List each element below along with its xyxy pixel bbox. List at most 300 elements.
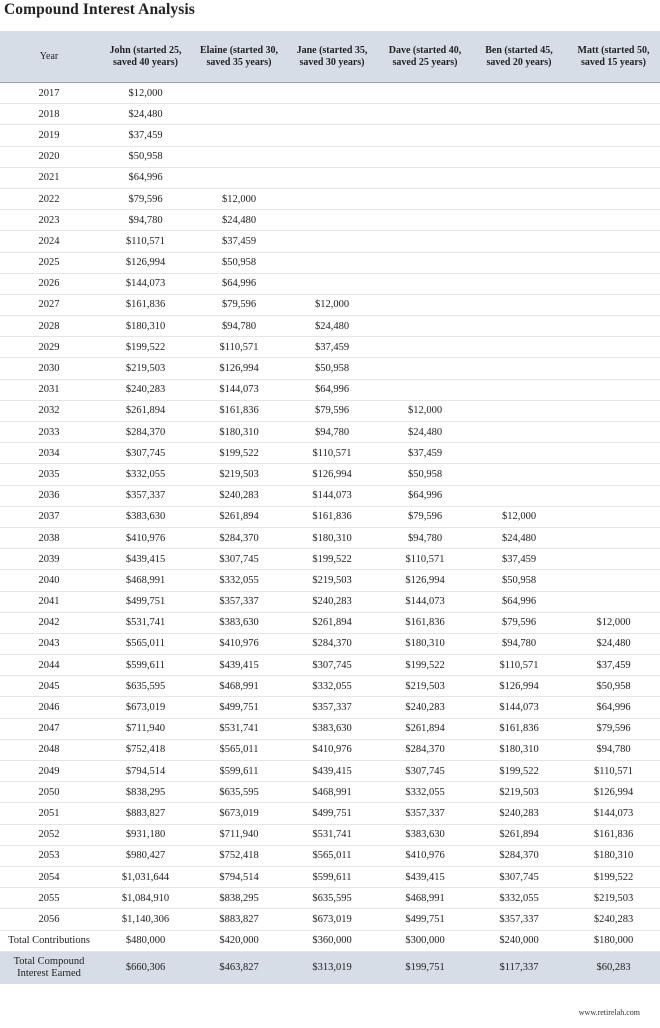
balance-cell xyxy=(471,210,567,231)
balance-cell: $79,596 xyxy=(193,294,285,315)
balance-cell: $161,836 xyxy=(193,400,285,421)
balance-cell: $883,827 xyxy=(193,909,285,930)
year-cell: 2017 xyxy=(0,83,98,104)
balance-cell xyxy=(567,379,660,400)
year-cell: 2024 xyxy=(0,231,98,252)
balance-cell: $565,011 xyxy=(98,633,193,654)
balance-cell: $284,370 xyxy=(193,527,285,548)
balance-cell: $261,894 xyxy=(379,718,471,739)
balance-cell: $307,745 xyxy=(471,866,567,887)
balance-cell xyxy=(471,252,567,273)
header-year: Year xyxy=(0,31,98,83)
balance-cell xyxy=(193,125,285,146)
balance-cell xyxy=(471,83,567,104)
balance-cell: $931,180 xyxy=(98,824,193,845)
table-row xyxy=(0,400,660,421)
balance-cell: $439,415 xyxy=(285,761,379,782)
balance-cell: $64,996 xyxy=(471,591,567,612)
balance-cell: $94,780 xyxy=(379,527,471,548)
balance-cell: $144,073 xyxy=(567,803,660,824)
balance-cell xyxy=(285,231,379,252)
balance-cell: $94,780 xyxy=(567,739,660,760)
table-row xyxy=(0,761,660,782)
table-row xyxy=(0,83,660,104)
balance-cell: $126,994 xyxy=(379,570,471,591)
balance-cell xyxy=(471,273,567,294)
balance-cell: $980,427 xyxy=(98,845,193,866)
year-cell: 2045 xyxy=(0,676,98,697)
balance-cell: $332,055 xyxy=(285,676,379,697)
balance-cell: $50,958 xyxy=(98,146,193,167)
total-interest-cell: $313,019 xyxy=(285,951,379,984)
balance-cell: $50,958 xyxy=(193,252,285,273)
balance-cell: $64,996 xyxy=(567,697,660,718)
balance-cell: $110,571 xyxy=(98,231,193,252)
balance-cell: $126,994 xyxy=(285,464,379,485)
balance-cell: $126,994 xyxy=(193,358,285,379)
balance-cell xyxy=(567,570,660,591)
balance-cell: $410,976 xyxy=(98,527,193,548)
total-interest-cell: $660,306 xyxy=(98,951,193,984)
balance-cell xyxy=(567,506,660,527)
table-row xyxy=(0,718,660,739)
balance-cell: $110,571 xyxy=(567,761,660,782)
table-row xyxy=(0,125,660,146)
balance-cell xyxy=(193,83,285,104)
table-row xyxy=(0,273,660,294)
table-row xyxy=(0,676,660,697)
total-interest-cell: $117,337 xyxy=(471,951,567,984)
balance-cell: $24,480 xyxy=(193,210,285,231)
balance-cell: $144,073 xyxy=(471,697,567,718)
balance-cell: $199,522 xyxy=(193,443,285,464)
balance-cell xyxy=(285,167,379,188)
table-row xyxy=(0,210,660,231)
year-cell: 2022 xyxy=(0,188,98,209)
balance-cell xyxy=(285,188,379,209)
table-row xyxy=(0,527,660,548)
balance-cell: $24,480 xyxy=(471,527,567,548)
balance-cell xyxy=(567,485,660,506)
balance-cell xyxy=(379,167,471,188)
balance-cell: $126,994 xyxy=(567,782,660,803)
balance-cell: $1,031,644 xyxy=(98,866,193,887)
balance-cell xyxy=(379,104,471,125)
balance-cell xyxy=(567,422,660,443)
balance-cell xyxy=(567,104,660,125)
balance-cell: $110,571 xyxy=(285,443,379,464)
balance-cell: $219,503 xyxy=(379,676,471,697)
table-row xyxy=(0,549,660,570)
balance-cell: $599,611 xyxy=(98,655,193,676)
year-cell: 2044 xyxy=(0,655,98,676)
balance-cell xyxy=(379,210,471,231)
balance-cell xyxy=(379,231,471,252)
year-cell: 2050 xyxy=(0,782,98,803)
compound-interest-table xyxy=(0,31,660,984)
balance-cell: $240,283 xyxy=(471,803,567,824)
balance-cell: $219,503 xyxy=(567,888,660,909)
balance-cell xyxy=(567,400,660,421)
balance-cell: $144,073 xyxy=(193,379,285,400)
balance-cell: $50,958 xyxy=(567,676,660,697)
balance-cell xyxy=(471,422,567,443)
balance-cell: $240,283 xyxy=(193,485,285,506)
balance-cell: $794,514 xyxy=(98,761,193,782)
balance-cell: $599,611 xyxy=(193,761,285,782)
table-row xyxy=(0,739,660,760)
balance-cell xyxy=(471,231,567,252)
balance-cell: $24,480 xyxy=(98,104,193,125)
balance-cell: $261,894 xyxy=(471,824,567,845)
balance-cell: $180,310 xyxy=(471,739,567,760)
balance-cell xyxy=(285,273,379,294)
balance-cell: $199,522 xyxy=(379,655,471,676)
balance-cell: $383,630 xyxy=(193,612,285,633)
table-row xyxy=(0,697,660,718)
balance-cell: $240,283 xyxy=(98,379,193,400)
year-cell: 2042 xyxy=(0,612,98,633)
balance-cell: $219,503 xyxy=(471,782,567,803)
year-cell: 2032 xyxy=(0,400,98,421)
table-row xyxy=(0,888,660,909)
total-contributions-cell: $240,000 xyxy=(471,930,567,951)
table-row xyxy=(0,146,660,167)
balance-cell: $838,295 xyxy=(98,782,193,803)
year-cell: 2026 xyxy=(0,273,98,294)
balance-cell xyxy=(567,83,660,104)
balance-cell: $79,596 xyxy=(379,506,471,527)
balance-cell: $180,310 xyxy=(193,422,285,443)
balance-cell: $94,780 xyxy=(285,422,379,443)
year-cell: 2048 xyxy=(0,739,98,760)
balance-cell xyxy=(471,358,567,379)
year-cell: 2041 xyxy=(0,591,98,612)
table-row xyxy=(0,866,660,887)
balance-cell: $79,596 xyxy=(471,612,567,633)
balance-cell: $752,418 xyxy=(193,845,285,866)
balance-cell xyxy=(567,591,660,612)
balance-cell xyxy=(567,231,660,252)
balance-cell: $468,991 xyxy=(379,888,471,909)
header-ben: Ben (started 45, saved 20 years) xyxy=(471,31,567,83)
table-row xyxy=(0,443,660,464)
balance-cell: $161,836 xyxy=(285,506,379,527)
balance-cell: $144,073 xyxy=(285,485,379,506)
balance-cell: $410,976 xyxy=(285,739,379,760)
balance-cell: $12,000 xyxy=(471,506,567,527)
total-contributions-cell: $420,000 xyxy=(193,930,285,951)
balance-cell: $565,011 xyxy=(193,739,285,760)
balance-cell: $110,571 xyxy=(471,655,567,676)
balance-cell: $357,337 xyxy=(193,591,285,612)
balance-cell xyxy=(193,167,285,188)
balance-cell xyxy=(193,146,285,167)
table-row xyxy=(0,167,660,188)
table-row xyxy=(0,337,660,358)
balance-cell: $711,940 xyxy=(98,718,193,739)
balance-cell: $468,991 xyxy=(193,676,285,697)
balance-cell xyxy=(285,210,379,231)
balance-cell xyxy=(193,104,285,125)
balance-cell: $126,994 xyxy=(98,252,193,273)
balance-cell xyxy=(285,146,379,167)
balance-cell xyxy=(379,252,471,273)
year-cell: 2023 xyxy=(0,210,98,231)
balance-cell xyxy=(285,83,379,104)
table-row xyxy=(0,803,660,824)
balance-cell: $12,000 xyxy=(567,612,660,633)
header-john: John (started 25, saved 40 years) xyxy=(98,31,193,83)
balance-cell xyxy=(379,358,471,379)
balance-cell: $37,459 xyxy=(193,231,285,252)
balance-cell: $752,418 xyxy=(98,739,193,760)
balance-cell: $261,894 xyxy=(285,612,379,633)
balance-cell: $199,522 xyxy=(98,337,193,358)
balance-cell: $37,459 xyxy=(379,443,471,464)
year-cell: 2056 xyxy=(0,909,98,930)
balance-cell xyxy=(471,485,567,506)
year-cell: 2049 xyxy=(0,761,98,782)
balance-cell: $635,595 xyxy=(285,888,379,909)
table-row xyxy=(0,845,660,866)
balance-cell: $307,745 xyxy=(193,549,285,570)
table-row xyxy=(0,570,660,591)
balance-cell: $499,751 xyxy=(379,909,471,930)
table-row xyxy=(0,252,660,273)
total-interest-row xyxy=(0,951,660,984)
balance-cell xyxy=(471,146,567,167)
balance-cell: $1,140,306 xyxy=(98,909,193,930)
balance-cell: $37,459 xyxy=(471,549,567,570)
balance-cell: $37,459 xyxy=(285,337,379,358)
balance-cell: $144,073 xyxy=(379,591,471,612)
balance-cell xyxy=(471,167,567,188)
balance-cell: $261,894 xyxy=(193,506,285,527)
balance-cell xyxy=(567,294,660,315)
site-credit: www.retirelah.com xyxy=(578,1008,640,1017)
balance-cell: $12,000 xyxy=(193,188,285,209)
balance-cell: $284,370 xyxy=(471,845,567,866)
balance-cell: $12,000 xyxy=(285,294,379,315)
balance-cell: $12,000 xyxy=(379,400,471,421)
balance-cell: $307,745 xyxy=(285,655,379,676)
year-cell: 2039 xyxy=(0,549,98,570)
total-interest-label: Total Compound Interest Earned xyxy=(0,951,98,984)
year-cell: 2040 xyxy=(0,570,98,591)
total-contributions-cell: $360,000 xyxy=(285,930,379,951)
table-row xyxy=(0,188,660,209)
balance-cell: $240,283 xyxy=(285,591,379,612)
balance-cell xyxy=(567,549,660,570)
year-cell: 2055 xyxy=(0,888,98,909)
balance-cell: $439,415 xyxy=(379,866,471,887)
header-elaine: Elaine (started 30, saved 35 years) xyxy=(193,31,285,83)
balance-cell: $439,415 xyxy=(98,549,193,570)
table-row xyxy=(0,824,660,845)
balance-cell: $673,019 xyxy=(193,803,285,824)
year-cell: 2047 xyxy=(0,718,98,739)
year-cell: 2027 xyxy=(0,294,98,315)
balance-cell: $531,741 xyxy=(285,824,379,845)
balance-cell: $37,459 xyxy=(98,125,193,146)
table-row xyxy=(0,612,660,633)
balance-cell: $565,011 xyxy=(285,845,379,866)
balance-cell xyxy=(379,83,471,104)
balance-cell: $64,996 xyxy=(98,167,193,188)
balance-cell xyxy=(471,104,567,125)
balance-cell: $24,480 xyxy=(285,316,379,337)
balance-cell: $468,991 xyxy=(98,570,193,591)
balance-cell: $357,337 xyxy=(98,485,193,506)
table-row xyxy=(0,422,660,443)
year-cell: 2043 xyxy=(0,633,98,654)
balance-cell: $79,596 xyxy=(98,188,193,209)
total-contributions-label: Total Contributions xyxy=(0,930,98,951)
balance-cell: $284,370 xyxy=(379,739,471,760)
balance-cell xyxy=(567,527,660,548)
balance-cell: $673,019 xyxy=(285,909,379,930)
table-row xyxy=(0,485,660,506)
balance-cell: $599,611 xyxy=(285,866,379,887)
balance-cell: $110,571 xyxy=(379,549,471,570)
year-cell: 2020 xyxy=(0,146,98,167)
balance-cell: $240,283 xyxy=(567,909,660,930)
balance-cell xyxy=(567,273,660,294)
balance-cell: $635,595 xyxy=(193,782,285,803)
balance-cell: $64,996 xyxy=(285,379,379,400)
total-interest-cell: $463,827 xyxy=(193,951,285,984)
balance-cell: $161,836 xyxy=(98,294,193,315)
table-row xyxy=(0,316,660,337)
year-cell: 2030 xyxy=(0,358,98,379)
total-contributions-cell: $480,000 xyxy=(98,930,193,951)
balance-cell: $357,337 xyxy=(471,909,567,930)
balance-cell: $37,459 xyxy=(567,655,660,676)
balance-cell: $332,055 xyxy=(98,464,193,485)
year-cell: 2038 xyxy=(0,527,98,548)
balance-cell: $161,836 xyxy=(471,718,567,739)
balance-cell: $219,503 xyxy=(98,358,193,379)
header-jane: Jane (started 35, saved 30 years) xyxy=(285,31,379,83)
year-cell: 2054 xyxy=(0,866,98,887)
balance-cell: $94,780 xyxy=(193,316,285,337)
table-row xyxy=(0,506,660,527)
balance-cell xyxy=(379,337,471,358)
balance-cell: $64,996 xyxy=(379,485,471,506)
balance-cell: $110,571 xyxy=(193,337,285,358)
balance-cell xyxy=(379,273,471,294)
balance-cell xyxy=(285,104,379,125)
year-cell: 2021 xyxy=(0,167,98,188)
balance-cell xyxy=(379,316,471,337)
balance-cell xyxy=(567,146,660,167)
page-title: Compound Interest Analysis xyxy=(4,1,195,18)
balance-cell: $307,745 xyxy=(379,761,471,782)
balance-cell: $357,337 xyxy=(379,803,471,824)
year-cell: 2037 xyxy=(0,506,98,527)
year-cell: 2028 xyxy=(0,316,98,337)
balance-cell: $531,741 xyxy=(193,718,285,739)
balance-cell xyxy=(471,464,567,485)
balance-cell: $332,055 xyxy=(379,782,471,803)
balance-cell: $332,055 xyxy=(471,888,567,909)
year-cell: 2033 xyxy=(0,422,98,443)
balance-cell xyxy=(379,146,471,167)
year-cell: 2034 xyxy=(0,443,98,464)
year-cell: 2036 xyxy=(0,485,98,506)
balance-cell: $180,310 xyxy=(567,845,660,866)
balance-cell: $499,751 xyxy=(285,803,379,824)
balance-cell xyxy=(379,379,471,400)
balance-cell: $383,630 xyxy=(285,718,379,739)
balance-cell: $199,522 xyxy=(471,761,567,782)
balance-cell: $284,370 xyxy=(98,422,193,443)
balance-cell: $79,596 xyxy=(285,400,379,421)
balance-cell: $180,310 xyxy=(379,633,471,654)
balance-cell xyxy=(471,294,567,315)
balance-cell: $468,991 xyxy=(285,782,379,803)
balance-cell xyxy=(567,464,660,485)
table-row xyxy=(0,591,660,612)
balance-cell: $673,019 xyxy=(98,697,193,718)
balance-cell: $357,337 xyxy=(285,697,379,718)
balance-cell: $261,894 xyxy=(98,400,193,421)
header-matt: Matt (started 50, saved 15 years) xyxy=(567,31,660,83)
balance-cell: $794,514 xyxy=(193,866,285,887)
balance-cell: $838,295 xyxy=(193,888,285,909)
balance-cell: $307,745 xyxy=(98,443,193,464)
balance-cell xyxy=(379,188,471,209)
balance-cell: $383,630 xyxy=(379,824,471,845)
header-dave: Dave (started 40, saved 25 years) xyxy=(379,31,471,83)
year-cell: 2053 xyxy=(0,845,98,866)
balance-cell: $50,958 xyxy=(471,570,567,591)
balance-cell: $180,310 xyxy=(285,527,379,548)
balance-cell: $1,084,910 xyxy=(98,888,193,909)
balance-cell: $219,503 xyxy=(285,570,379,591)
balance-cell: $161,836 xyxy=(379,612,471,633)
balance-cell: $94,780 xyxy=(98,210,193,231)
balance-cell xyxy=(567,210,660,231)
balance-cell: $79,596 xyxy=(567,718,660,739)
header-row xyxy=(0,31,660,83)
balance-cell: $180,310 xyxy=(98,316,193,337)
year-cell: 2029 xyxy=(0,337,98,358)
year-cell: 2018 xyxy=(0,104,98,125)
balance-cell xyxy=(567,443,660,464)
balance-cell: $161,836 xyxy=(567,824,660,845)
table-row xyxy=(0,633,660,654)
balance-cell xyxy=(567,125,660,146)
balance-cell xyxy=(567,167,660,188)
table-row xyxy=(0,294,660,315)
balance-cell xyxy=(567,316,660,337)
balance-cell: $94,780 xyxy=(471,633,567,654)
balance-cell: $24,480 xyxy=(567,633,660,654)
balance-cell: $199,522 xyxy=(285,549,379,570)
balance-cell: $199,522 xyxy=(567,866,660,887)
table-row xyxy=(0,464,660,485)
year-cell: 2025 xyxy=(0,252,98,273)
balance-cell: $240,283 xyxy=(379,697,471,718)
balance-cell: $439,415 xyxy=(193,655,285,676)
table-row xyxy=(0,655,660,676)
balance-cell: $126,994 xyxy=(471,676,567,697)
balance-cell xyxy=(567,252,660,273)
balance-cell: $219,503 xyxy=(193,464,285,485)
table-row xyxy=(0,104,660,125)
